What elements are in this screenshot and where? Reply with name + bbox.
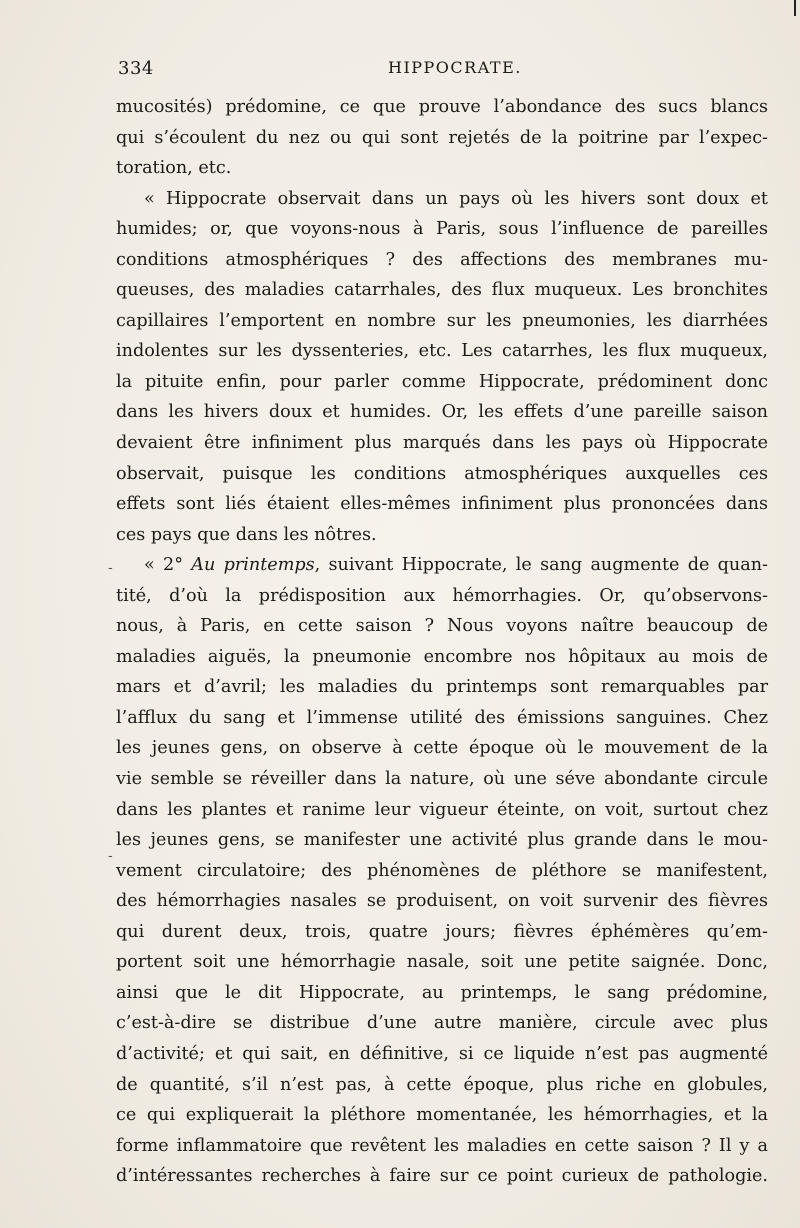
text-line: nous, à Paris, en cette saison ? Nous voyons naître beaucoup de — [116, 616, 768, 637]
text-line: dans les plantes et ranime leur vigueur éteinte, on voit, surtout chez — [116, 799, 768, 820]
text-line: mucosités) prédomine, ce que prouve l’abondance des sucs blancs — [116, 97, 768, 117]
text-line: maladies aiguës, la pneumonie encombre nos hôpitaux au mois de — [116, 646, 768, 667]
text-line: indolentes sur les dyssenteries, etc. Les catarrhes, les flux muqueux, — [116, 341, 768, 362]
text-line-with-italic — [116, 550, 768, 581]
running-head: HIPPOCRATE. — [388, 58, 522, 77]
text-line: observait, puisque les conditions atmosphériques auxquelles ces — [116, 463, 768, 484]
text-line: mars et d’avril; les maladies du printemps sont remarquables par — [116, 677, 768, 698]
text-line: d’activité; et qui sait, en définitive, si ce liquide n’est pas augmenté — [116, 1043, 768, 1064]
text-line: capillaires l’emportent en nombre sur les pneumonies, les diarrhées — [116, 310, 768, 331]
text-line: devaient être infiniment plus marqués dans les pays où Hippocrate — [116, 433, 768, 454]
text-line: toration, etc. — [116, 158, 232, 179]
line-rest: , suivant Hippocrate, le sang augmente de quan- — [314, 555, 768, 576]
text-line: l’afflux du sang et l’immense utilité des émissions sanguines. Chez — [116, 707, 768, 728]
text-line: dans les hivers doux et humides. Or, les effets d’une pareille saison — [116, 402, 768, 423]
page-edge-mark — [794, 0, 796, 16]
text-line: qui s’écoulent du nez ou qui sont rejetés de la poitrine par l’expec- — [116, 127, 768, 148]
text-line: ces pays que dans les nôtres. — [116, 524, 377, 545]
text-line: la pituite enfin, pour parler comme Hippocrate, prédominent donc — [116, 371, 768, 392]
text-line: « Hippocrate observait dans un pays où les hivers sont doux et — [144, 188, 768, 209]
text-line: queuses, des maladies catarrhales, des flux muqueux. Les bronchites — [116, 280, 768, 301]
text-line: forme inflammatoire que revêtent les maladies en cette saison ? Il y a — [116, 1135, 768, 1156]
text-line: de quantité, s’il n’est pas, à cette époque, plus riche en globules, — [116, 1074, 768, 1095]
text-line: effets sont liés étaient elles-mêmes infiniment plus prononcées dans — [116, 494, 768, 515]
text-line: tité, d’où la prédisposition aux hémorrhagies. Or, qu’observons- — [116, 585, 768, 606]
text-line: des hémorrhagies nasales se produisent, on voit survenir des fièvres — [116, 891, 768, 912]
text-line: portent soit une hémorrhagie nasale, soit une petite saignée. Donc, — [116, 952, 768, 973]
page-number: 334 — [118, 58, 154, 79]
body-text — [116, 92, 768, 1192]
text-line: les jeunes gens, se manifester une activité plus grande dans le mou- — [116, 830, 768, 851]
line-prefix: « 2° — [144, 555, 192, 576]
text-line: qui durent deux, trois, quatre jours; fièvres éphémères qu’em- — [116, 921, 768, 942]
page-header — [118, 58, 766, 84]
text-line: ainsi que le dit Hippocrate, au printemps, le sang prédomine, — [116, 982, 768, 1003]
text-line: vement circulatoire; des phénomènes de pléthore se manifestent, — [116, 860, 768, 881]
margin-dash-mark: - — [108, 560, 113, 576]
text-line: conditions atmosphériques ? des affections des membranes mu- — [116, 249, 768, 270]
text-line: ce qui expliquerait la pléthore momentanée, les hémorrhagies, et la — [116, 1105, 768, 1126]
text-line: vie semble se réveiller dans la nature, où une séve abondante circule — [116, 769, 768, 790]
text-line: les jeunes gens, on observe à cette époque où le mouvement de la — [116, 738, 768, 759]
text-line: c’est-à-dire se distribue d’une autre manière, circule avec plus — [116, 1013, 768, 1034]
italic-phrase: Au printemps — [191, 555, 315, 576]
margin-dash-mark: - — [108, 848, 113, 864]
text-line: d’intéressantes recherches à faire sur ce point curieux de pathologie. — [116, 1166, 768, 1187]
text-line: humides; or, que voyons-nous à Paris, sous l’influence de pareilles — [116, 219, 768, 240]
